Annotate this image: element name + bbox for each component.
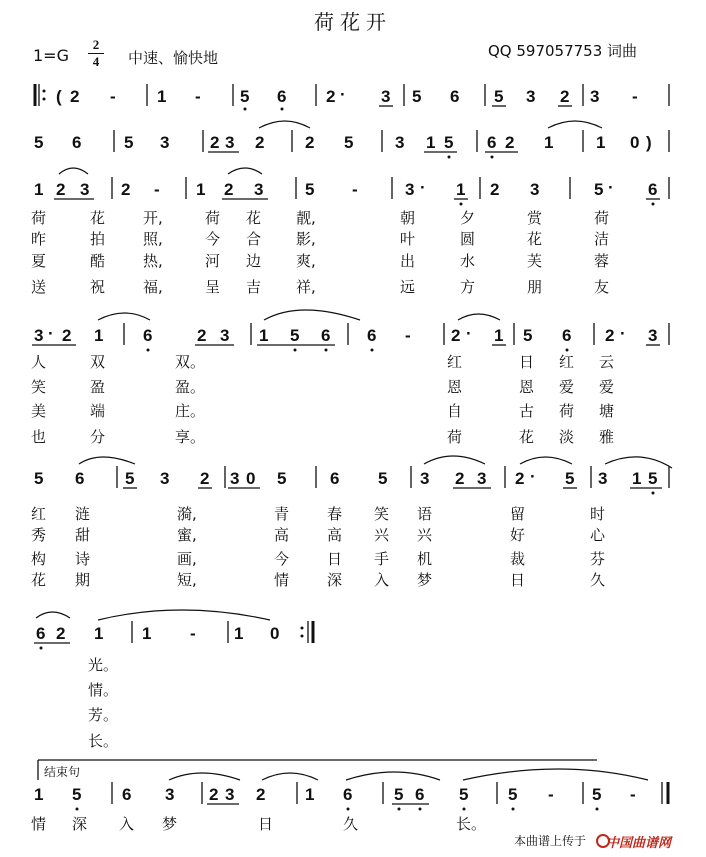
note: 1 xyxy=(544,133,554,152)
lyric-v1: 靓, xyxy=(296,209,316,227)
lyric-v3: 爽, xyxy=(296,252,316,270)
note: 6 xyxy=(277,87,287,106)
lyric-v1: 留 xyxy=(510,505,526,523)
lyric-v3: 庄。 xyxy=(175,402,206,420)
note: 2 xyxy=(70,87,80,106)
lyric-v4: 远 xyxy=(400,278,416,296)
lyric-v1: 人 xyxy=(31,353,47,371)
note: 1 xyxy=(596,133,606,152)
low-octave-dot xyxy=(419,808,422,811)
lyric-v1: 红 xyxy=(31,505,47,523)
lyric-v1: 日 xyxy=(519,353,535,371)
ending-label: 结束句 xyxy=(44,765,81,779)
note: 3 xyxy=(230,469,240,488)
repeat-dot xyxy=(43,98,46,101)
note: 3 xyxy=(165,785,175,804)
lyric-v4: 福, xyxy=(143,278,163,296)
repeat-dot xyxy=(301,627,304,630)
note: 6 xyxy=(122,785,132,804)
lyric-v3: 端 xyxy=(90,402,106,420)
dot-mark: · xyxy=(420,178,426,197)
low-octave-dot xyxy=(281,108,284,111)
low-octave-dot xyxy=(448,156,451,159)
low-octave-dot xyxy=(512,808,515,811)
lyric-v4: 短, xyxy=(177,571,197,589)
lyric-v3: 水 xyxy=(460,252,476,270)
lyric-v2: 高 xyxy=(274,526,290,544)
repeat-dot xyxy=(301,635,304,638)
note: 3 xyxy=(220,326,230,345)
low-octave-dot xyxy=(460,203,463,206)
lyric-v3: 日 xyxy=(327,550,343,568)
note: 1 xyxy=(456,180,466,199)
dot-mark: · xyxy=(530,467,536,486)
note: 6 xyxy=(330,469,340,488)
lyric-v3: 构 xyxy=(31,550,47,568)
lyric-v2: 兴 xyxy=(374,526,390,544)
note: 3 xyxy=(381,87,391,106)
lyric-ending: 日 xyxy=(258,815,274,833)
slur-arc xyxy=(346,772,440,780)
note: 5 xyxy=(459,785,469,804)
lyric-v4: 雅 xyxy=(599,428,615,446)
note: - xyxy=(195,87,201,106)
note: 3 xyxy=(395,133,405,152)
note: 5 xyxy=(565,469,575,488)
note: 5 xyxy=(592,785,602,804)
upload-note: 本曲谱上传于 xyxy=(514,834,587,848)
lyric-v3: 美 xyxy=(31,402,47,420)
note: 5 xyxy=(444,133,454,152)
slur-arc xyxy=(36,612,70,618)
note: 5 xyxy=(594,180,604,199)
note: 2 xyxy=(326,87,336,106)
lyric-v2: 昨 xyxy=(31,230,47,248)
staff-row-2 xyxy=(34,121,669,159)
note: 6 xyxy=(648,180,658,199)
lyric-v2: 叶 xyxy=(400,230,416,248)
note: 5 xyxy=(34,133,44,152)
lyric-v2: 笑 xyxy=(31,378,47,396)
note: 5 xyxy=(648,469,658,488)
note: 1 xyxy=(94,624,104,643)
note: 6 xyxy=(367,326,377,345)
lyric-v1: 青 xyxy=(274,505,290,523)
lyric-v2: 合 xyxy=(246,230,262,248)
note: 3 xyxy=(530,180,540,199)
note: 6 xyxy=(72,133,82,152)
note: 0 xyxy=(630,133,640,152)
note: 2 xyxy=(56,180,66,199)
note: 2 xyxy=(305,133,315,152)
note: 3 xyxy=(225,133,235,152)
song-title: 荷花开 xyxy=(314,10,392,34)
lyric-v4: 朋 xyxy=(527,278,543,296)
low-octave-dot xyxy=(294,349,297,352)
note: 1 xyxy=(426,133,436,152)
lyric-v1: 荷 xyxy=(31,209,47,227)
lyric-v3: 荷 xyxy=(559,402,575,420)
note: 3 xyxy=(590,87,600,106)
low-octave-dot xyxy=(652,203,655,206)
note: 5 xyxy=(494,87,504,106)
lyric-v1: 花 xyxy=(246,209,262,227)
lyric-v1: 春 xyxy=(327,505,343,523)
note: 5 xyxy=(378,469,388,488)
lyric-v3: 边 xyxy=(246,252,262,270)
lyrics-row-3 xyxy=(31,209,609,296)
lyric-v1: 时 xyxy=(590,505,606,523)
lyric-v3: 塘 xyxy=(599,402,615,420)
note: 1 xyxy=(94,326,104,345)
lyric-v3: 蓉 xyxy=(594,252,610,270)
note: 3 xyxy=(160,133,170,152)
note: 3 xyxy=(80,180,90,199)
note: 1 xyxy=(305,785,315,804)
note: - xyxy=(154,180,160,199)
note: 5 xyxy=(508,785,518,804)
dot-mark: · xyxy=(608,178,614,197)
note: 3 xyxy=(526,87,536,106)
note: 1 xyxy=(234,624,244,643)
note: 2 xyxy=(505,133,515,152)
lyric-v3: 夏 xyxy=(31,252,47,270)
ending-section xyxy=(31,760,668,833)
lyric-v1: 开, xyxy=(143,209,163,227)
lyric-v3: 今 xyxy=(274,550,290,568)
note: 2 xyxy=(209,785,219,804)
note: - xyxy=(630,785,636,804)
note: 1 xyxy=(142,624,152,643)
note: 3 xyxy=(405,180,415,199)
lyric-v1: 涟 xyxy=(75,505,91,523)
lyric-v4: 祥, xyxy=(296,278,316,296)
low-octave-dot xyxy=(596,808,599,811)
lyric-v2: 高 xyxy=(327,526,343,544)
time-signature-top: 2 xyxy=(92,37,100,52)
low-octave-dot xyxy=(244,108,247,111)
lyric-v3: 手 xyxy=(374,550,390,568)
lyric-v4: 深 xyxy=(327,571,343,589)
note: 2 xyxy=(605,326,615,345)
site-logo-text: 中国曲谱网 xyxy=(606,836,672,851)
lyric-v1: 夕 xyxy=(460,209,476,227)
note: 2 xyxy=(210,133,220,152)
note: 1 xyxy=(494,326,504,345)
lyric-v4: 也 xyxy=(31,428,47,446)
note: 6 xyxy=(415,785,425,804)
note: 2 xyxy=(451,326,461,345)
note: 1 xyxy=(259,326,269,345)
lyric-v3: 裁 xyxy=(510,550,526,568)
lyric-v3: 出 xyxy=(400,252,416,270)
note: - xyxy=(110,87,116,106)
note: 3 xyxy=(420,469,430,488)
lyric-v3: 芳。 xyxy=(88,706,119,724)
note: 5 xyxy=(124,133,134,152)
lyric-v2: 盈 xyxy=(90,378,106,396)
lyric-v2: 爱 xyxy=(599,378,615,396)
tie-arc xyxy=(259,121,310,128)
lyric-v4: 呈 xyxy=(205,278,221,296)
low-octave-dot xyxy=(398,808,401,811)
lyric-v3: 画, xyxy=(177,550,197,568)
low-octave-dot xyxy=(147,349,150,352)
lyric-v2: 花 xyxy=(527,230,543,248)
lyric-v4: 入 xyxy=(374,571,390,589)
slur-arc xyxy=(59,168,88,174)
lyric-v1: 花 xyxy=(90,209,106,227)
lyric-v4: 送 xyxy=(31,278,47,296)
lyric-v1: 红 xyxy=(559,353,575,371)
lyric-v1: 漪, xyxy=(177,505,197,523)
lyric-v2: 圆 xyxy=(460,230,476,248)
lyric-v3: 自 xyxy=(447,402,463,420)
credit-line: QQ 597057753 词曲 xyxy=(488,42,638,60)
note: 2 xyxy=(56,624,66,643)
lyrics-row-4 xyxy=(31,353,614,446)
note: 0 xyxy=(246,469,256,488)
note: 5 xyxy=(305,180,315,199)
low-octave-dot xyxy=(40,647,43,650)
lyric-ending: 梦 xyxy=(162,815,178,833)
dot-mark: · xyxy=(620,324,626,343)
tie-arc xyxy=(548,121,602,128)
lyric-v1: 红 xyxy=(447,353,463,371)
lyric-v4: 日 xyxy=(510,571,526,589)
note: 2 xyxy=(560,87,570,106)
note: - xyxy=(405,326,411,345)
dot-mark: · xyxy=(48,324,54,343)
lyric-v4: 荷 xyxy=(447,428,463,446)
lyric-ending: 深 xyxy=(72,815,88,833)
lyric-v2: 秀 xyxy=(31,526,47,544)
low-octave-dot xyxy=(371,349,374,352)
note: 6 xyxy=(36,624,46,643)
slur-arc xyxy=(458,314,500,320)
lyric-v2: 情。 xyxy=(88,681,119,699)
staff-row-6 xyxy=(34,610,313,650)
note: 2 xyxy=(256,785,266,804)
slur-arc xyxy=(228,168,262,174)
lyric-v2: 兴 xyxy=(417,526,433,544)
lyric-v1: 云 xyxy=(599,353,615,371)
lyric-v2: 好 xyxy=(510,526,526,544)
note: 6 xyxy=(343,785,353,804)
low-octave-dot xyxy=(347,808,350,811)
tie-arc xyxy=(463,769,648,780)
low-octave-dot xyxy=(325,349,328,352)
lyric-ending: 久 xyxy=(343,815,359,833)
note: 3 xyxy=(34,326,44,345)
note: 2 xyxy=(255,133,265,152)
tie-arc xyxy=(79,457,135,464)
note: 6 xyxy=(75,469,85,488)
note: 2 xyxy=(224,180,234,199)
lyric-v1: 双 xyxy=(90,353,106,371)
note: 2 xyxy=(515,469,525,488)
lyric-v1: 语 xyxy=(417,505,433,523)
lyric-v1: 光。 xyxy=(88,656,119,674)
lyric-v3: 诗 xyxy=(75,550,91,568)
note: 3 xyxy=(477,469,487,488)
note: - xyxy=(548,785,554,804)
low-octave-dot xyxy=(652,492,655,495)
note: 1 xyxy=(34,785,44,804)
note: 1 xyxy=(196,180,206,199)
lyric-v3: 芬 xyxy=(590,550,606,568)
note: 6 xyxy=(143,326,153,345)
note: 3 xyxy=(598,469,608,488)
lyric-v4: 友 xyxy=(594,278,610,296)
note: 2 xyxy=(455,469,465,488)
lyric-v1: 赏 xyxy=(527,209,543,227)
lyric-v3: 古 xyxy=(519,402,535,420)
low-octave-dot xyxy=(76,808,79,811)
note: - xyxy=(190,624,196,643)
lyric-ending: 长。 xyxy=(456,815,487,833)
lyric-v2: 恩 xyxy=(519,378,535,396)
note: 5 xyxy=(290,326,300,345)
lyrics-row-5 xyxy=(31,505,606,589)
tempo-marking: 中速、愉快地 xyxy=(128,49,219,67)
note: 5 xyxy=(240,87,250,106)
lyric-v4: 花 xyxy=(519,428,535,446)
lyric-v2: 今 xyxy=(205,230,221,248)
note: 5 xyxy=(277,469,287,488)
note: 3 xyxy=(648,326,658,345)
lyric-v1: 笑 xyxy=(374,505,390,523)
note: 5 xyxy=(125,469,135,488)
lyric-v4: 分 xyxy=(90,428,106,446)
key-signature: 1=G xyxy=(33,46,69,65)
lyrics-row-6 xyxy=(88,656,118,750)
lyric-v2: 甜 xyxy=(75,526,91,544)
lyric-v3: 热, xyxy=(143,252,163,270)
note: 5 xyxy=(72,785,82,804)
lyric-v2: 照, xyxy=(143,230,163,248)
slur-arc xyxy=(264,310,360,320)
lyric-v2: 拍 xyxy=(90,230,106,248)
lyric-v2: 洁 xyxy=(594,230,610,248)
lyric-v4: 梦 xyxy=(417,571,433,589)
note: 3 xyxy=(225,785,235,804)
slur-arc xyxy=(424,456,485,464)
slur-arc xyxy=(605,457,672,468)
note: 6 xyxy=(321,326,331,345)
lyric-v4: 期 xyxy=(75,571,91,589)
low-octave-dot xyxy=(463,808,466,811)
staff-row-4 xyxy=(32,310,669,352)
lyric-v4: 吉 xyxy=(246,278,262,296)
lyric-v3: 河 xyxy=(205,252,221,270)
lyric-v1: 双。 xyxy=(175,353,206,371)
note: 2 xyxy=(200,469,210,488)
low-octave-dot xyxy=(491,156,494,159)
note: 2 xyxy=(197,326,207,345)
lyric-ending: 入 xyxy=(119,815,135,833)
staff-row-5 xyxy=(34,456,672,495)
note: 5 xyxy=(34,469,44,488)
tie-arc xyxy=(98,610,270,620)
lyric-v4: 情 xyxy=(274,571,290,589)
intro-open-paren: ( xyxy=(56,87,62,106)
note: - xyxy=(632,87,638,106)
lyric-v2: 爱 xyxy=(559,378,575,396)
repeat-dot xyxy=(43,90,46,93)
note: 3 xyxy=(254,180,264,199)
low-octave-dot xyxy=(566,349,569,352)
staff-row-1 xyxy=(35,84,669,111)
intro-close-paren: ) xyxy=(646,133,652,152)
lyric-v4: 久 xyxy=(590,571,606,589)
staff-row-3 xyxy=(34,168,669,206)
lyric-v3: 机 xyxy=(417,550,433,568)
lyric-v2: 蜜, xyxy=(177,526,197,544)
note: 5 xyxy=(394,785,404,804)
lyric-v3: 芙 xyxy=(527,252,543,270)
lyric-v4: 方 xyxy=(460,278,476,296)
lyric-v3: 酷 xyxy=(90,252,106,270)
note: 6 xyxy=(562,326,572,345)
slur-arc xyxy=(520,457,572,464)
note: - xyxy=(352,180,358,199)
slur-arc xyxy=(262,773,318,780)
note: 3 xyxy=(160,469,170,488)
note: 5 xyxy=(344,133,354,152)
lyric-v1: 荷 xyxy=(205,209,221,227)
lyric-v1: 荷 xyxy=(594,209,610,227)
lyric-ending: 情 xyxy=(31,815,47,833)
lyric-v2: 恩 xyxy=(447,378,463,396)
lyric-v2: 心 xyxy=(590,526,606,544)
note: 1 xyxy=(157,87,167,106)
time-signature-bottom: 4 xyxy=(92,54,100,69)
dot-mark: · xyxy=(466,324,472,343)
lyric-v1: 朝 xyxy=(400,209,416,227)
lyric-v2: 影, xyxy=(296,230,316,248)
lyric-v4: 长。 xyxy=(88,732,119,750)
note: 1 xyxy=(632,469,642,488)
tie-arc xyxy=(98,313,150,320)
note: 2 xyxy=(490,180,500,199)
note: 0 xyxy=(270,624,280,643)
note: 5 xyxy=(412,87,422,106)
lyric-v4: 享。 xyxy=(175,428,206,446)
lyric-v4: 花 xyxy=(31,571,47,589)
lyric-v4: 淡 xyxy=(559,428,575,446)
lyric-v4: 祝 xyxy=(90,278,106,296)
note: 2 xyxy=(121,180,131,199)
note: 2 xyxy=(62,326,72,345)
note: 1 xyxy=(34,180,44,199)
note: 5 xyxy=(523,326,533,345)
lyric-v2: 盈。 xyxy=(175,378,206,396)
slur-arc xyxy=(169,773,240,780)
note: 6 xyxy=(450,87,460,106)
note: 6 xyxy=(487,133,497,152)
dot-mark: · xyxy=(340,85,346,104)
